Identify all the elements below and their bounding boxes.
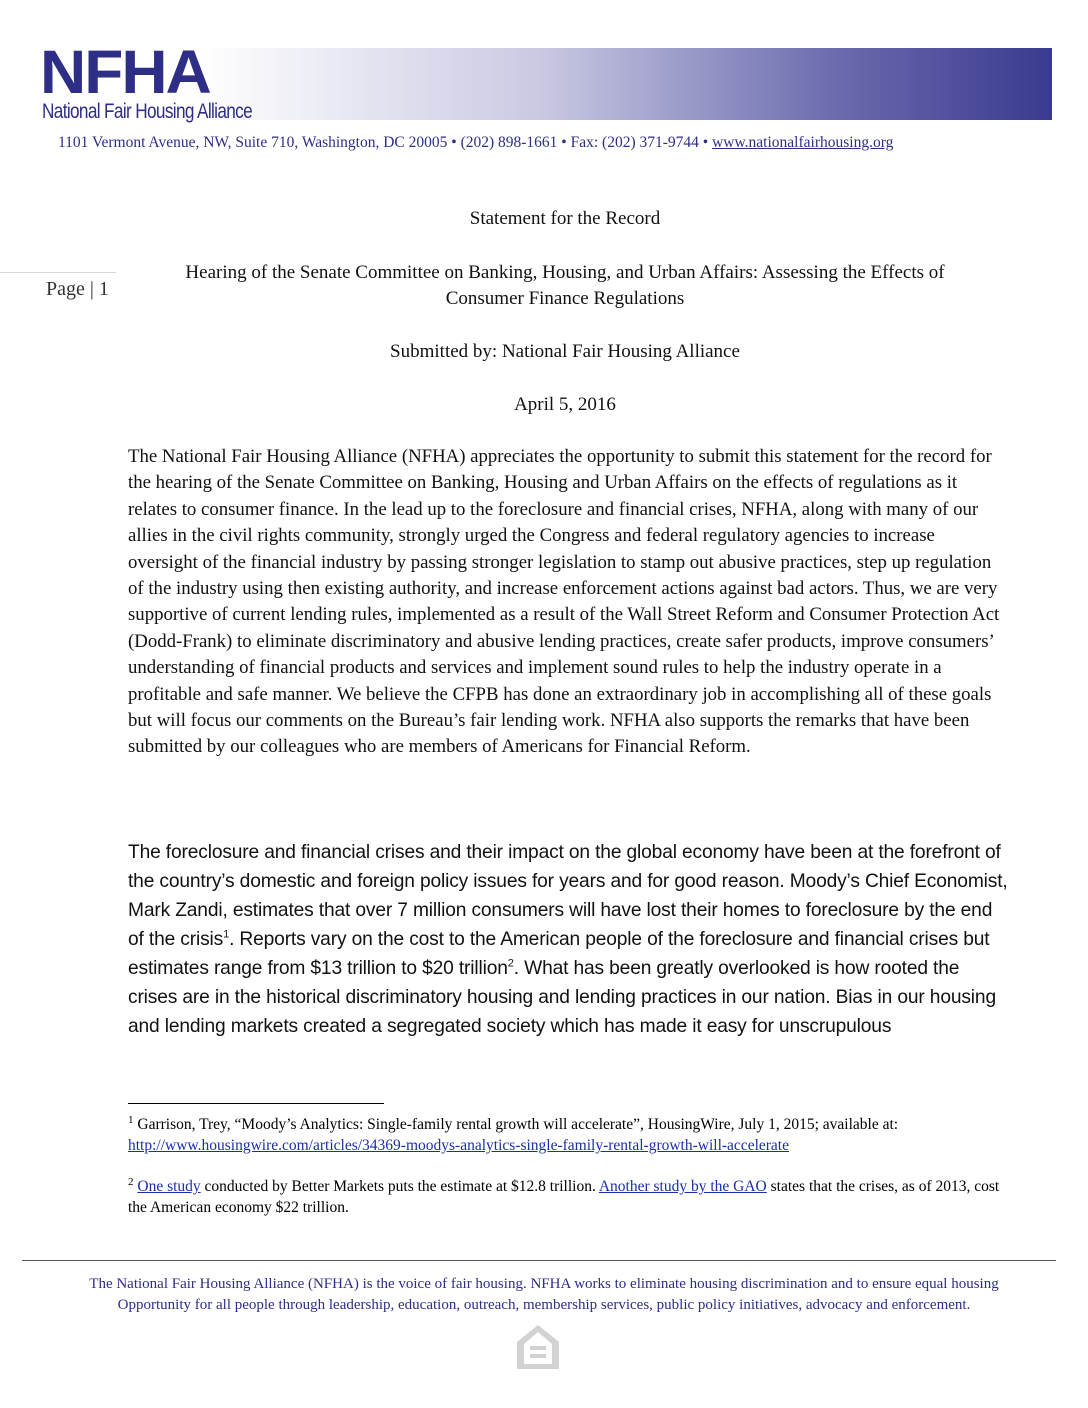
- footnote-ref-2[interactable]: 2: [507, 957, 514, 970]
- footnote-2-text-a: conducted by Better Markets puts the estimate at $12.8 trillion.: [200, 1178, 599, 1195]
- footnote-1: [128, 1114, 1008, 1156]
- paragraph-2-text-b: . Reports vary on the cost to the American people of the foreclosure and financial crises but estimates range from $13 trillion to $20 trillion: [128, 929, 990, 979]
- page-number-label: [0, 272, 116, 307]
- footnote-2-link-gao-study[interactable]: Another study by the GAO: [598, 1178, 767, 1195]
- website-link[interactable]: www.nationalfairhousing.org: [712, 134, 894, 151]
- footer-divider: [22, 1260, 1056, 1261]
- page-number-text: Page | 1: [46, 278, 109, 300]
- footer-line-1: The National Fair Housing Alliance (NFHA) is the voice of fair housing. NFHA works to eliminate housing discrimination and to ensure equal housing: [89, 1276, 999, 1292]
- footnote-2-number: 2: [128, 1175, 134, 1188]
- document-date: April 5, 2016: [514, 394, 616, 415]
- body-paragraph-1: The National Fair Housing Alliance (NFHA) appreciates the opportunity to submit this statement for the record for the hearing of the Senate Committee on Banking, Housing and Urban Affairs on the effects of regulations as it relates to consumer finance. In the lead up to the foreclosure and financial crises, NFHA, along with many of our allies in the civil rights community, strongly urged the Congress and federal regulatory agencies to increase oversight of the financial industry by passing stronger legislation to stamp out abusive practices, step up regulation of the industry using then existing authority, and increase enforcement actions against bad actors. Thus, we are very supportive of current lending rules, implemented as a result of the Wall Street Reform and Consumer Protection Act (Dodd-Frank) to eliminate discriminatory and abusive lending practices, create safer products, improve consumers’ understanding of financial products and services and implement sound rules to help the industry operate in a profitable and safe manner. We believe the CFPB has done an extraordinary job in accomplishing all of these goals but will focus our comments on the Bureau’s fair lending work. NFHA also supports the remarks that have been submitted by our colleagues who are members of Americans for Financial Reform.: [128, 446, 1000, 758]
- hearing-title-line1: Hearing of the Senate Committee on Banking, Housing, and Urban Affairs: Assessing the Effects of: [185, 262, 945, 283]
- footnote-1-text: Garrison, Trey, “Moody’s Analytics: Single-family rental growth will accelerate”, HousingWire, July 1, 2015; available at:: [133, 1116, 899, 1133]
- address-text: 1101 Vermont Avenue, NW, Suite 710, Washington, DC 20005 • (202) 898-1661 • Fax: (202) 371-9744 •: [58, 134, 713, 151]
- hearing-title: [120, 260, 1010, 312]
- footnote-2-text-b: states that the crises, as of 2013, cost the American economy $22 trillion.: [128, 1178, 1000, 1216]
- equal-housing-opportunity-icon: [514, 1322, 562, 1372]
- submitted-by: Submitted by: National Fair Housing Alliance: [390, 341, 740, 362]
- footnote-divider: [128, 1103, 384, 1104]
- footnote-ref-1[interactable]: 1: [223, 928, 230, 941]
- logo-subtitle: National Fair Housing Alliance: [42, 100, 253, 123]
- footnote-1-link[interactable]: http://www.housingwire.com/articles/34369-moodys-analytics-single-family-rental-growth-will-accelerate: [128, 1137, 789, 1154]
- document-type: Statement for the Record: [469, 208, 661, 229]
- footer-mission-statement: [30, 1274, 1058, 1316]
- hearing-title-line2: Consumer Finance Regulations: [445, 288, 685, 309]
- footnote-1-number: 1: [128, 1113, 134, 1126]
- letterhead-address: [58, 134, 1058, 152]
- paragraph-2-text-a: The foreclosure and financial crises and their impact on the global economy have been at the forefront of the country’s domestic and foreign policy issues for years and for good reason. Moody’s Chief Economist, Mark Zandi, estimates that over 7 million consumers will have lost their homes to foreclosure by the end of the crisis: [128, 842, 1008, 950]
- footer-line-2: Opportunity for all people through leadership, education, outreach, membership services, public policy initiatives, advocacy and enforcement.: [117, 1297, 971, 1313]
- nfha-logo: [40, 37, 253, 132]
- paragraph-2-text-c: . What has been greatly overlooked is how rooted the crises are in the historical discriminatory housing and lending practices in our nation. Bias in our housing and lending markets created a segregated society which has made it easy for unscrupulous: [128, 958, 996, 1037]
- footnote-2: [128, 1176, 1008, 1218]
- letterhead-gradient-band: [200, 48, 1052, 120]
- logo-mark: NFHA: [40, 37, 210, 107]
- body-paragraph-2: [128, 838, 1008, 1041]
- footnote-2-link-one-study[interactable]: One study: [137, 1178, 201, 1195]
